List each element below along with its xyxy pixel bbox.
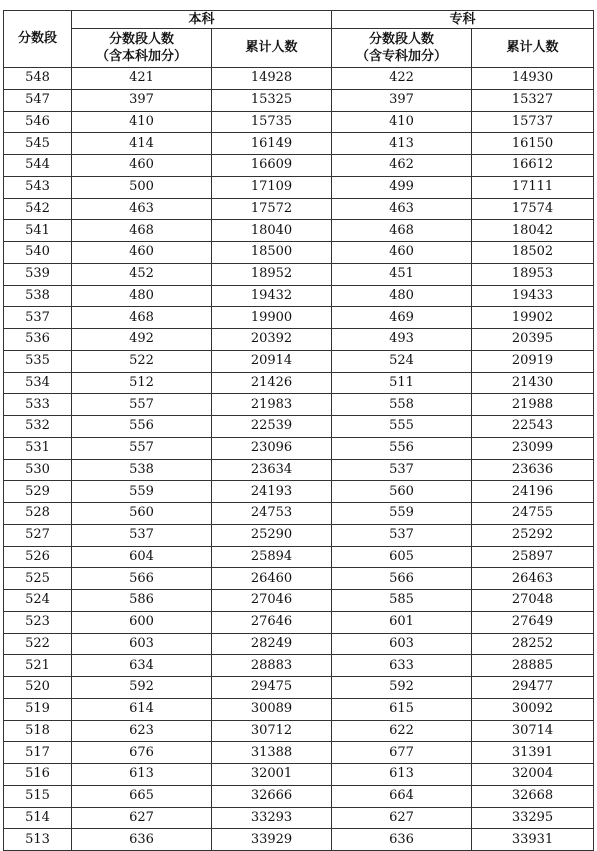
table-row xyxy=(4,437,594,459)
zhuanke-count-cell: 499 xyxy=(332,176,472,198)
score-cell: 522 xyxy=(4,633,72,655)
table-row xyxy=(4,111,594,133)
benke-count-cell: 460 xyxy=(72,242,212,264)
benke-count-cell: 463 xyxy=(72,198,212,220)
table-row xyxy=(4,155,594,177)
zhuanke-group-header: 专科 xyxy=(332,11,594,29)
zhuanke-count-cell: 410 xyxy=(332,111,472,133)
table-row xyxy=(4,698,594,720)
table-row xyxy=(4,611,594,633)
zhuanke-cumulative-cell: 29477 xyxy=(472,677,594,699)
benke-count-cell: 460 xyxy=(72,155,212,177)
zhuanke-count-cell: 605 xyxy=(332,546,472,568)
benke-count-cell: 452 xyxy=(72,263,212,285)
zhuanke-count-cell: 615 xyxy=(332,698,472,720)
zhuanke-count-cell: 511 xyxy=(332,372,472,394)
benke-count-cell: 512 xyxy=(72,372,212,394)
table-row xyxy=(4,242,594,264)
zhuanke-cumulative-cell: 19902 xyxy=(472,307,594,329)
zhuanke-cumulative-cell: 24755 xyxy=(472,503,594,525)
score-cell: 536 xyxy=(4,329,72,351)
benke-cumulative-cell: 14928 xyxy=(212,68,332,90)
benke-count-cell: 480 xyxy=(72,285,212,307)
score-cell: 516 xyxy=(4,764,72,786)
zhuanke-cumulative-cell: 21430 xyxy=(472,372,594,394)
score-cell: 527 xyxy=(4,524,72,546)
benke-count-cell: 557 xyxy=(72,437,212,459)
score-cell: 530 xyxy=(4,459,72,481)
benke-count-cell: 557 xyxy=(72,394,212,416)
score-cell: 523 xyxy=(4,611,72,633)
benke-cumulative-cell: 32001 xyxy=(212,764,332,786)
zhuanke-count-cell: 480 xyxy=(332,285,472,307)
table-row xyxy=(4,590,594,612)
zhuanke-cumulative-cell: 30714 xyxy=(472,720,594,742)
score-cell: 514 xyxy=(4,807,72,829)
zhuanke-count-cell: 566 xyxy=(332,568,472,590)
score-cell: 520 xyxy=(4,677,72,699)
zhuanke-cumulative-cell: 20395 xyxy=(472,329,594,351)
benke-cumulative-cell: 18040 xyxy=(212,220,332,242)
table-row xyxy=(4,285,594,307)
table-row xyxy=(4,655,594,677)
zhuanke-cumulative-cell: 15737 xyxy=(472,111,594,133)
score-cell: 538 xyxy=(4,285,72,307)
benke-cumulative-cell: 28249 xyxy=(212,633,332,655)
zhuanke-cumulative-cell: 25897 xyxy=(472,546,594,568)
zhuanke-cumulative-cell: 27649 xyxy=(472,611,594,633)
benke-cumulative-cell: 16609 xyxy=(212,155,332,177)
benke-cumulative-cell: 23634 xyxy=(212,459,332,481)
zhuanke-cumulative-cell: 33295 xyxy=(472,807,594,829)
header-row-groups xyxy=(4,11,594,29)
benke-cumulative-cell: 19900 xyxy=(212,307,332,329)
zhuanke-count-cell: 559 xyxy=(332,503,472,525)
benke-cumulative-cell: 24193 xyxy=(212,481,332,503)
score-cell: 544 xyxy=(4,155,72,177)
table-row xyxy=(4,785,594,807)
table-row xyxy=(4,459,594,481)
benke-cumulative-header: 累计人数 xyxy=(212,29,332,68)
score-cell: 533 xyxy=(4,394,72,416)
zhuanke-count-cell: 469 xyxy=(332,307,472,329)
benke-cumulative-cell: 25894 xyxy=(212,546,332,568)
benke-count-cell: 600 xyxy=(72,611,212,633)
zhuanke-cumulative-cell: 20919 xyxy=(472,350,594,372)
benke-cumulative-cell: 17109 xyxy=(212,176,332,198)
zhuanke-cumulative-cell: 33931 xyxy=(472,829,594,851)
zhuanke-count-cell: 537 xyxy=(332,524,472,546)
table-row xyxy=(4,220,594,242)
benke-count-cell: 559 xyxy=(72,481,212,503)
benke-cumulative-cell: 27646 xyxy=(212,611,332,633)
table-row xyxy=(4,89,594,111)
benke-count-cell: 665 xyxy=(72,785,212,807)
score-cell: 529 xyxy=(4,481,72,503)
zhuanke-count-cell: 462 xyxy=(332,155,472,177)
zhuanke-count-cell: 463 xyxy=(332,198,472,220)
zhuanke-cumulative-cell: 19433 xyxy=(472,285,594,307)
zhuanke-count-cell: 460 xyxy=(332,242,472,264)
zhuanke-count-cell: 524 xyxy=(332,350,472,372)
zhuanke-cumulative-cell: 28252 xyxy=(472,633,594,655)
benke-count-cell: 676 xyxy=(72,742,212,764)
table-row xyxy=(4,481,594,503)
zhuanke-count-cell: 468 xyxy=(332,220,472,242)
benke-cumulative-cell: 15735 xyxy=(212,111,332,133)
table-row xyxy=(4,546,594,568)
zhuanke-cumulative-cell: 14930 xyxy=(472,68,594,90)
table-row xyxy=(4,350,594,372)
benke-count-cell: 634 xyxy=(72,655,212,677)
zhuanke-count-cell: 622 xyxy=(332,720,472,742)
zhuanke-count-cell: 451 xyxy=(332,263,472,285)
zhuanke-cumulative-cell: 22543 xyxy=(472,416,594,438)
score-cell: 541 xyxy=(4,220,72,242)
benke-cumulative-cell: 22539 xyxy=(212,416,332,438)
zhuanke-cumulative-cell: 18953 xyxy=(472,263,594,285)
zhuanke-cumulative-cell: 32004 xyxy=(472,764,594,786)
benke-count-cell: 410 xyxy=(72,111,212,133)
zhuanke-cumulative-cell: 24196 xyxy=(472,481,594,503)
zhuanke-count-cell: 493 xyxy=(332,329,472,351)
benke-count-cell: 603 xyxy=(72,633,212,655)
benke-count-header: 分数段人数 （含本科加分） xyxy=(72,29,212,68)
score-cell: 515 xyxy=(4,785,72,807)
benke-count-cell: 586 xyxy=(72,590,212,612)
zhuanke-count-cell: 633 xyxy=(332,655,472,677)
benke-cumulative-cell: 15325 xyxy=(212,89,332,111)
zhuanke-cumulative-cell: 17574 xyxy=(472,198,594,220)
score-cell: 539 xyxy=(4,263,72,285)
table-row xyxy=(4,633,594,655)
score-cell: 545 xyxy=(4,133,72,155)
table-row xyxy=(4,416,594,438)
table-row xyxy=(4,372,594,394)
benke-cumulative-cell: 19432 xyxy=(212,285,332,307)
score-cell: 513 xyxy=(4,829,72,851)
zhuanke-cumulative-cell: 18502 xyxy=(472,242,594,264)
benke-cumulative-cell: 18952 xyxy=(212,263,332,285)
zhuanke-cumulative-cell: 30092 xyxy=(472,698,594,720)
zhuanke-cumulative-cell: 21988 xyxy=(472,394,594,416)
zhuanke-cumulative-cell: 27048 xyxy=(472,590,594,612)
zhuanke-cumulative-cell: 16150 xyxy=(472,133,594,155)
benke-count-cell: 627 xyxy=(72,807,212,829)
zhuanke-count-cell: 592 xyxy=(332,677,472,699)
zhuanke-count-cell: 560 xyxy=(332,481,472,503)
header-row-columns xyxy=(4,29,594,68)
table-row xyxy=(4,524,594,546)
table-row xyxy=(4,503,594,525)
benke-cumulative-cell: 20392 xyxy=(212,329,332,351)
benke-cumulative-cell: 30089 xyxy=(212,698,332,720)
zhuanke-cumulative-cell: 15327 xyxy=(472,89,594,111)
score-cell: 524 xyxy=(4,590,72,612)
benke-count-cell: 636 xyxy=(72,829,212,851)
zhuanke-cumulative-cell: 32668 xyxy=(472,785,594,807)
benke-count-cell: 566 xyxy=(72,568,212,590)
benke-count-cell: 560 xyxy=(72,503,212,525)
table-row xyxy=(4,764,594,786)
zhuanke-count-cell: 677 xyxy=(332,742,472,764)
benke-cumulative-cell: 17572 xyxy=(212,198,332,220)
benke-cumulative-cell: 29475 xyxy=(212,677,332,699)
benke-cumulative-cell: 25290 xyxy=(212,524,332,546)
benke-count-cell: 468 xyxy=(72,307,212,329)
score-cell: 526 xyxy=(4,546,72,568)
zhuanke-count-cell: 422 xyxy=(332,68,472,90)
benke-cumulative-cell: 31388 xyxy=(212,742,332,764)
score-cell: 521 xyxy=(4,655,72,677)
benke-cumulative-cell: 28883 xyxy=(212,655,332,677)
benke-cumulative-cell: 26460 xyxy=(212,568,332,590)
zhuanke-cumulative-cell: 23099 xyxy=(472,437,594,459)
zhuanke-count-cell: 603 xyxy=(332,633,472,655)
benke-count-cell: 500 xyxy=(72,176,212,198)
benke-count-cell: 414 xyxy=(72,133,212,155)
benke-cumulative-cell: 18500 xyxy=(212,242,332,264)
score-cell: 519 xyxy=(4,698,72,720)
zhuanke-count-cell: 627 xyxy=(332,807,472,829)
benke-count-cell: 538 xyxy=(72,459,212,481)
score-cell: 543 xyxy=(4,176,72,198)
table-row xyxy=(4,176,594,198)
table-row xyxy=(4,568,594,590)
benke-count-cell: 592 xyxy=(72,677,212,699)
table-row xyxy=(4,829,594,851)
benke-cumulative-cell: 21426 xyxy=(212,372,332,394)
table-row xyxy=(4,677,594,699)
score-cell: 542 xyxy=(4,198,72,220)
score-cell: 517 xyxy=(4,742,72,764)
score-cell: 534 xyxy=(4,372,72,394)
benke-cumulative-cell: 24753 xyxy=(212,503,332,525)
benke-cumulative-cell: 21983 xyxy=(212,394,332,416)
benke-count-cell: 397 xyxy=(72,89,212,111)
table-row xyxy=(4,198,594,220)
zhuanke-cumulative-cell: 16612 xyxy=(472,155,594,177)
zhuanke-count-cell: 556 xyxy=(332,437,472,459)
benke-count-cell: 613 xyxy=(72,764,212,786)
benke-cumulative-cell: 20914 xyxy=(212,350,332,372)
zhuanke-count-cell: 397 xyxy=(332,89,472,111)
zhuanke-cumulative-cell: 26463 xyxy=(472,568,594,590)
zhuanke-count-cell: 537 xyxy=(332,459,472,481)
zhuanke-cumulative-cell: 23636 xyxy=(472,459,594,481)
score-cell: 535 xyxy=(4,350,72,372)
table-row xyxy=(4,133,594,155)
zhuanke-cumulative-header: 累计人数 xyxy=(472,29,594,68)
zhuanke-cumulative-cell: 28885 xyxy=(472,655,594,677)
score-cell: 532 xyxy=(4,416,72,438)
table-row xyxy=(4,263,594,285)
table-row xyxy=(4,720,594,742)
table-row xyxy=(4,394,594,416)
benke-group-header: 本科 xyxy=(72,11,332,29)
zhuanke-cumulative-cell: 18042 xyxy=(472,220,594,242)
benke-cumulative-cell: 27046 xyxy=(212,590,332,612)
benke-cumulative-cell: 30712 xyxy=(212,720,332,742)
zhuanke-count-cell: 558 xyxy=(332,394,472,416)
benke-count-cell: 468 xyxy=(72,220,212,242)
benke-cumulative-cell: 33929 xyxy=(212,829,332,851)
benke-count-cell: 421 xyxy=(72,68,212,90)
score-cell: 518 xyxy=(4,720,72,742)
zhuanke-count-cell: 585 xyxy=(332,590,472,612)
table-row xyxy=(4,742,594,764)
zhuanke-cumulative-cell: 17111 xyxy=(472,176,594,198)
zhuanke-count-cell: 664 xyxy=(332,785,472,807)
score-cell: 525 xyxy=(4,568,72,590)
benke-count-cell: 604 xyxy=(72,546,212,568)
benke-cumulative-cell: 16149 xyxy=(212,133,332,155)
benke-count-cell: 522 xyxy=(72,350,212,372)
zhuanke-count-cell: 601 xyxy=(332,611,472,633)
benke-count-cell: 492 xyxy=(72,329,212,351)
benke-cumulative-cell: 23096 xyxy=(212,437,332,459)
score-cell: 540 xyxy=(4,242,72,264)
score-distribution-table xyxy=(3,10,594,851)
score-cell: 546 xyxy=(4,111,72,133)
zhuanke-count-cell: 413 xyxy=(332,133,472,155)
zhuanke-cumulative-cell: 31391 xyxy=(472,742,594,764)
score-cell: 528 xyxy=(4,503,72,525)
benke-cumulative-cell: 33293 xyxy=(212,807,332,829)
score-cell: 547 xyxy=(4,89,72,111)
score-cell: 531 xyxy=(4,437,72,459)
table-row xyxy=(4,68,594,90)
zhuanke-count-cell: 555 xyxy=(332,416,472,438)
score-column-header: 分数段 xyxy=(4,11,72,68)
score-cell: 548 xyxy=(4,68,72,90)
zhuanke-cumulative-cell: 25292 xyxy=(472,524,594,546)
zhuanke-count-cell: 636 xyxy=(332,829,472,851)
table-row xyxy=(4,329,594,351)
zhuanke-count-header: 分数段人数 （含专科加分） xyxy=(332,29,472,68)
benke-cumulative-cell: 32666 xyxy=(212,785,332,807)
benke-count-cell: 556 xyxy=(72,416,212,438)
score-cell: 537 xyxy=(4,307,72,329)
table-body xyxy=(4,68,594,851)
table-row xyxy=(4,307,594,329)
table-row xyxy=(4,807,594,829)
zhuanke-count-cell: 613 xyxy=(332,764,472,786)
benke-count-cell: 537 xyxy=(72,524,212,546)
benke-count-cell: 623 xyxy=(72,720,212,742)
benke-count-cell: 614 xyxy=(72,698,212,720)
